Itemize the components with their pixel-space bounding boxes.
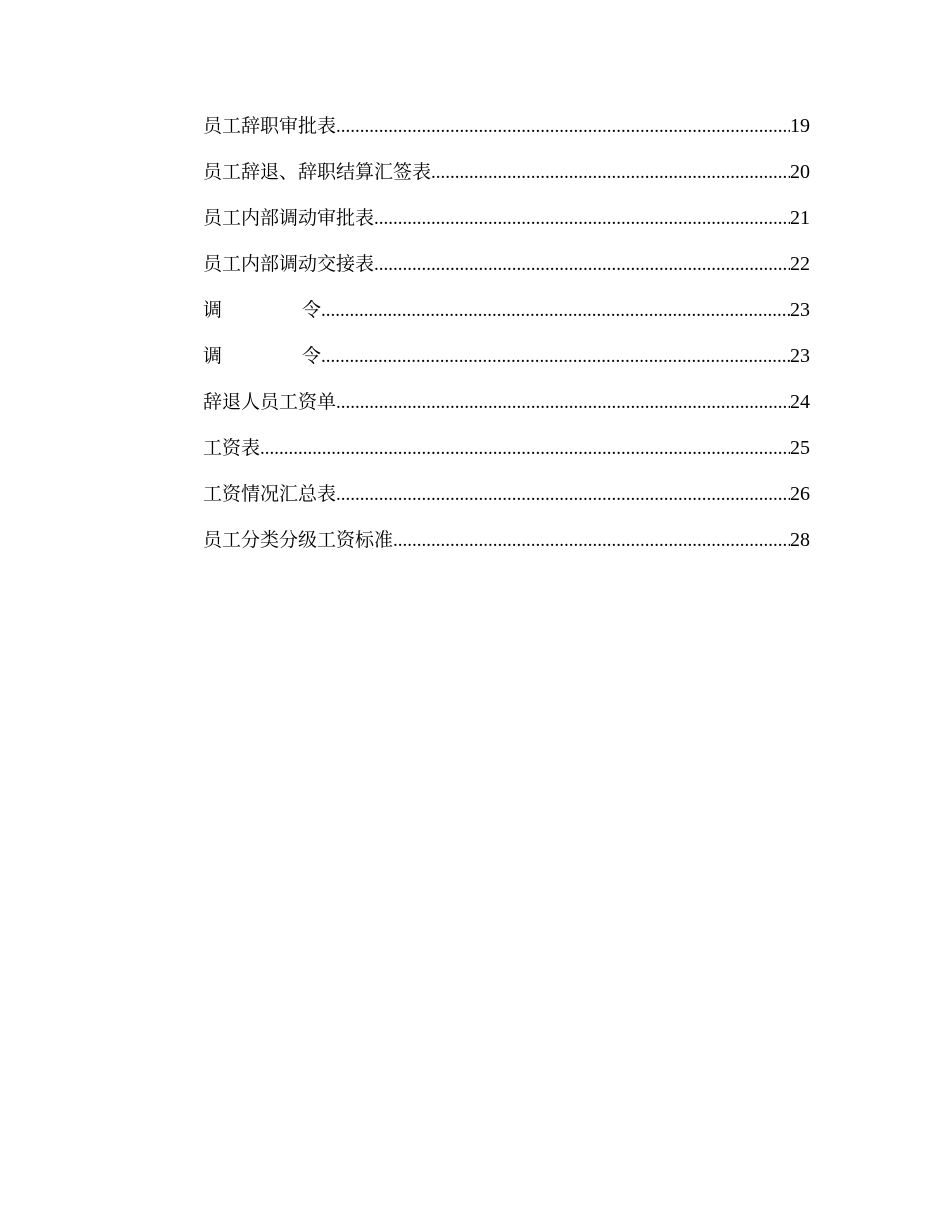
- toc-entry[interactable]: [203, 476, 810, 522]
- toc-entry-title-part: 令: [301, 345, 321, 367]
- toc-dot-leader: [336, 385, 790, 421]
- toc-entry-page: 28: [790, 529, 810, 551]
- toc-entry-title-part: 调: [203, 345, 223, 367]
- toc-entry-title: 工资情况汇总表: [203, 483, 337, 505]
- toc-entry[interactable]: [203, 430, 810, 476]
- toc-entry-title: 工资表: [203, 437, 261, 459]
- toc-dot-leader: [321, 339, 790, 375]
- toc-entry[interactable]: [203, 292, 810, 338]
- toc-entry-title: 辞退人员工资单: [203, 391, 337, 413]
- toc-dot-leader: [374, 201, 790, 237]
- table-of-contents: [203, 108, 810, 568]
- toc-entry-page: 19: [790, 115, 810, 137]
- toc-entry-title: 员工辞职审批表: [203, 115, 337, 137]
- toc-entry[interactable]: [203, 338, 810, 384]
- toc-entry-title: 员工辞退、辞职结算汇签表: [203, 161, 432, 183]
- toc-dot-leader: [336, 109, 790, 145]
- toc-entry[interactable]: [203, 154, 810, 200]
- toc-entry-page: 24: [790, 391, 810, 413]
- toc-entry-page: 25: [790, 437, 810, 459]
- toc-dot-leader: [374, 247, 790, 283]
- toc-entry[interactable]: [203, 200, 810, 246]
- toc-entry-page: 23: [790, 299, 810, 321]
- toc-entry[interactable]: [203, 108, 810, 154]
- toc-entry-title-part: 令: [301, 299, 321, 321]
- toc-entry-title-part: 调: [203, 299, 223, 321]
- toc-dot-leader: [393, 523, 790, 559]
- toc-entry[interactable]: [203, 246, 810, 292]
- toc-entry-title: [203, 338, 321, 374]
- toc-dot-leader: [336, 477, 790, 513]
- toc-entry-page: 26: [790, 483, 810, 505]
- toc-entry[interactable]: [203, 384, 810, 430]
- toc-entry-page: 20: [790, 161, 810, 183]
- toc-dot-leader: [260, 431, 790, 467]
- toc-entry-page: 23: [790, 345, 810, 367]
- toc-dot-leader: [431, 155, 790, 191]
- toc-entry-page: 21: [790, 207, 810, 229]
- toc-entry-title: [203, 292, 321, 328]
- toc-entry[interactable]: [203, 522, 810, 568]
- toc-entry-title: 员工分类分级工资标准: [203, 529, 394, 551]
- toc-entry-title: 员工内部调动交接表: [203, 253, 375, 275]
- toc-dot-leader: [321, 293, 790, 329]
- toc-entry-title: 员工内部调动审批表: [203, 207, 375, 229]
- toc-entry-page: 22: [790, 253, 810, 275]
